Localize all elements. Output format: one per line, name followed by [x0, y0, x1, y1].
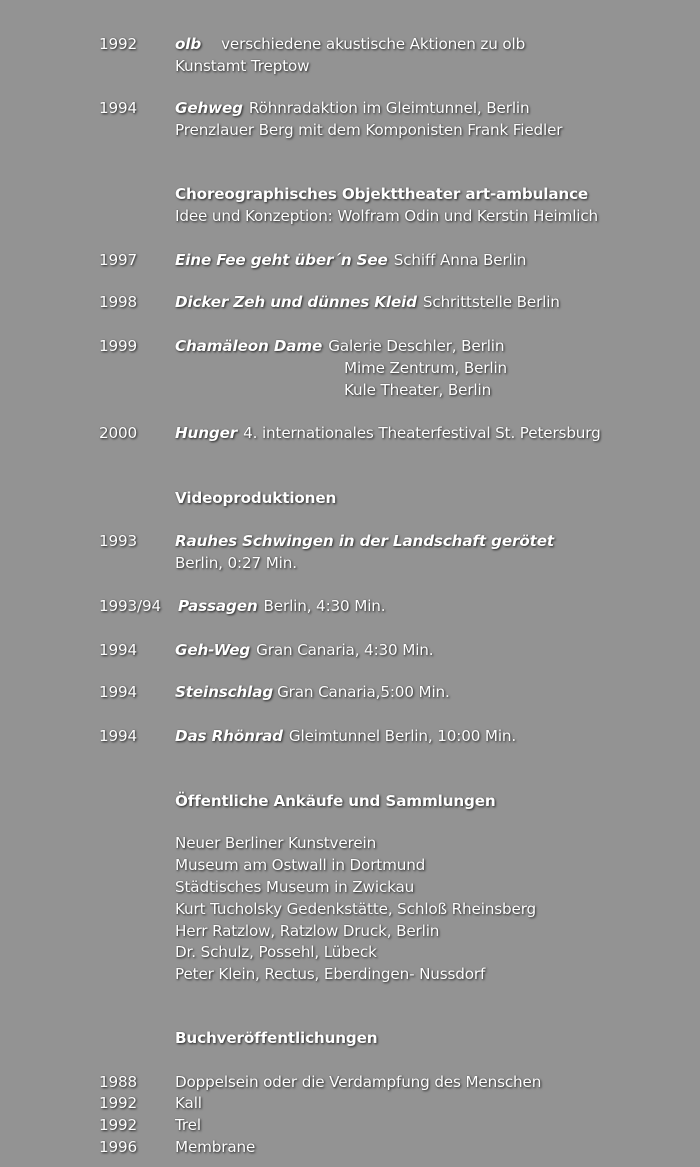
entry-title: olb [175, 35, 202, 53]
entry-title: Trel [175, 1116, 201, 1134]
entry-description: Galerie Deschler, Berlin [328, 337, 505, 355]
entry-year: 1997 [99, 251, 138, 269]
entry-title: Kall [175, 1094, 202, 1112]
page: 1992 olb verschiedene akustische Aktionen zu olb Kunstamt Treptow 1994 Gehweg Röhnradaktion im Gleimtunnel, Berlin Prenzlauer Berg mit dem Komponisten Frank Fiedler Choreographisches Objekttheater art-ambulance Idee und Konzeption: Wolfram Odin und Kerstin Heimlich 1997 Eine Fee geht über´n See Schiff Anna Berlin 1998 Dicker Zeh und dünnes Kleid Schrittstelle Berlin 1999 Chamäleon Dame Galerie Deschler, Berlin Mime Zentrum, Berlin Kule Theater, Berlin 2000 Hunger 4. internationales Theaterfestival St. Petersburg Videoproduktionen 1993 Rauhes Schwingen in der Landschaft gerötet Berlin, 0:27 Min. 1993/94 Passagen Berlin, 4:30 Min. 1994 Geh-Weg Gran Canaria, 4:30 Min. 1994 Steinschlag Gran Canaria,5:00 Min. 1994 Das Rhönrad Gleimtunnel Berlin, 10:00 Min. Öffentliche Ankäufe und Sammlungen Neuer Berliner Kunstverein Museum am Ostwall in Dortmund Städtisches Museum in Zwickau Kurt Tucholsky Gedenkstätte, Schloß Rheinsberg Herr Ratzlow, Ratzlow Druck, Berlin Dr. Schulz, Possehl, Lübeck Peter Klein, Rectus, Eberdingen- Nussdorf Buchveröffentlichungen 1988 Doppelsein oder die Verdampfung des Menschen 1992 Kall 1992 Trel 1996 Membrane [99, 35, 601, 1156]
entry-description: Röhnradaktion im Gleimtunnel, Berlin [248, 99, 530, 117]
entry-description: Berlin, 4:30 Min. [263, 597, 386, 615]
entry-title: Passagen [178, 597, 258, 615]
entry-year: 1999 [99, 337, 138, 355]
entry-description: Kule Theater, Berlin [344, 381, 492, 399]
entry-year: 1994 [99, 641, 138, 659]
entry-title: Doppelsein oder die Verdampfung des Menschen [175, 1073, 542, 1091]
entry-year: 1994 [99, 683, 138, 701]
entry-title: Steinschlag [175, 683, 274, 701]
entry-description: Berlin, 0:27 Min. [175, 554, 297, 572]
entry-title: Chamäleon Dame [175, 337, 323, 355]
entry-year: 1998 [99, 293, 138, 311]
entry-title: Das Rhönrad [175, 727, 283, 745]
entry-description: Kunstamt Treptow [175, 57, 310, 75]
entry-year: 1993/94 [99, 597, 162, 615]
entry-year: 1992 [99, 1094, 138, 1112]
entry-description: Gran Canaria, 4:30 Min. [256, 641, 434, 659]
entry-title: Gehweg [175, 99, 243, 117]
entry-year: 1996 [99, 1138, 138, 1156]
entry-description: Gleimtunnel Berlin, 10:00 Min. [288, 727, 517, 745]
entry-description: verschiedene akustische Aktionen zu olb [221, 35, 526, 53]
entry-year: 1994 [99, 99, 138, 117]
entry-title: Membrane [175, 1138, 256, 1156]
entry-description: Mime Zentrum, Berlin [344, 359, 508, 377]
entry-year: 1992 [99, 1116, 138, 1134]
entry-description: Gran Canaria,5:00 Min. [277, 683, 450, 701]
entry-title: Geh-Weg [175, 641, 251, 659]
entry-title: Dicker Zeh und dünnes Kleid [175, 293, 417, 311]
entry-year: 1994 [99, 727, 138, 745]
entry-year: 1993 [99, 532, 138, 550]
entry-description: Prenzlauer Berg mit dem Komponisten Frank Fiedler [175, 121, 563, 139]
entry-title: Hunger [175, 424, 238, 442]
entry-title: Eine Fee geht über´n See [175, 251, 388, 269]
entry-description: Schrittstelle Berlin [422, 293, 560, 311]
entry-year: 1988 [99, 1073, 138, 1091]
entry-year: 2000 [99, 424, 138, 442]
entry-description: 4. internationales Theaterfestival St. Petersburg [243, 424, 601, 442]
entry-title: Rauhes Schwingen in der Landschaft gerötet [175, 532, 555, 550]
entry-year: 1992 [99, 35, 138, 53]
entry-description: Schiff Anna Berlin [393, 251, 527, 269]
